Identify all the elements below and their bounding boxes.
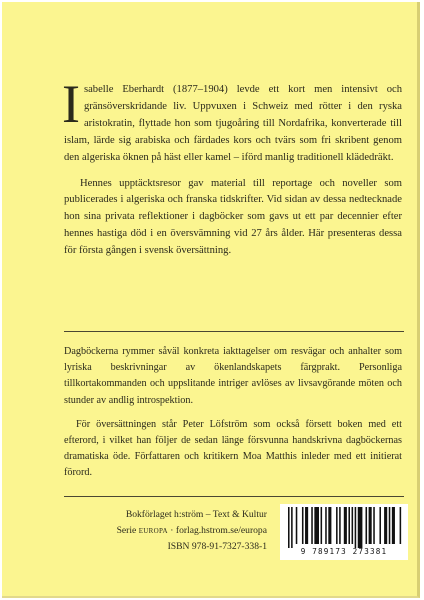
- barcode-bar: [366, 507, 368, 544]
- barcode-bar: [288, 507, 290, 548]
- barcode-bar: [344, 507, 347, 544]
- description-paragraph-1: [62, 74, 402, 167]
- summary-block: [64, 344, 402, 482]
- barcode-bar: [302, 507, 304, 544]
- description-paragraph-1-text: sabelle Eberhardt (1877–1904) levde ett kort men intensivt och gränsöverskridande liv. Uppvuxen i Schweiz med rötter i den ryska aristokratin, flyttade hon som tjugoåring till Nordafrika, konverterade till islam, lärde sig arabiska och färdades kors och tvärs som fri skribent genom den algeriska öknen på häst eller kamel – iförd manlig traditionell klädedräkt.: [64, 84, 402, 163]
- barcode-bar: [384, 507, 387, 544]
- summary-paragraph-2: För översättningen står Peter Löfström som också försett boken med ett efterord, i vilket han följer de sedan länge försvunna handskrivna dagböckernas dramatiska öde. Författaren och kritikern Moa Matthis inleder med ett initierat förord.: [64, 418, 402, 479]
- barcode-bar: [296, 507, 298, 544]
- barcode-bar: [352, 507, 354, 544]
- barcode: [280, 504, 408, 560]
- description-paragraph-2: Hennes upptäcktsresor gav material till reportage och noveller som publicerades i algeriska och franska tidskrifter. Vid sidan av dessa nedtecknade hon sina privata reflektioner i dagböcker som gavs ut ett par decennier efter hennes hastiga död i en översvämning vid 27 års ålder. Här presenteras dessa för första gången i svensk översättning.: [64, 177, 402, 257]
- barcode-bar: [389, 507, 391, 544]
- back-cover: [2, 2, 420, 598]
- divider-line-top: [64, 331, 404, 332]
- series-url: · forlag.hstrom.se/europa: [170, 525, 267, 537]
- barcode-bar: [314, 507, 319, 544]
- barcode-bar: [325, 507, 327, 544]
- barcode-bar: [358, 507, 363, 548]
- publisher-info: [62, 507, 267, 556]
- description-block: [62, 74, 402, 260]
- barcode-bar: [291, 507, 293, 548]
- barcode-bar: [355, 507, 357, 548]
- series-prefix: Serie: [116, 525, 137, 537]
- barcode-bar: [392, 507, 395, 544]
- barcode-bar: [339, 507, 341, 544]
- barcode-bar: [348, 507, 350, 544]
- barcode-bar: [373, 507, 375, 544]
- publisher-name: Bokförlaget h:ström – Text & Kultur: [125, 509, 267, 520]
- barcode-bar: [369, 507, 372, 544]
- isbn-text: ISBN 978-91-7327-338-1: [167, 541, 267, 553]
- series-line: [62, 523, 267, 539]
- barcode-bar: [311, 507, 313, 544]
- barcode-bar: [328, 507, 331, 544]
- summary-paragraph-1: Dagböckerna rymmer såväl konkreta iakttagelser om resvägar och anhalter som lyriska beskrivningar av ökenlandskapets färgprakt. Personliga tillkortakommanden och uppslitande intriger avlöses av livsavgörande möten och stunder av andlig introspektion.: [64, 346, 402, 406]
- barcode-bar: [336, 507, 338, 544]
- barcode-bar: [400, 507, 402, 544]
- barcode-bar: [305, 507, 308, 544]
- barcode-bar: [379, 507, 381, 544]
- divider-line-bottom: [64, 496, 404, 497]
- barcode-bars: [280, 504, 408, 548]
- series-name: europa: [138, 525, 168, 537]
- barcode-number: 9 789173 273381: [300, 547, 388, 556]
- barcode-bar: [321, 507, 323, 544]
- drop-cap: I: [62, 74, 80, 134]
